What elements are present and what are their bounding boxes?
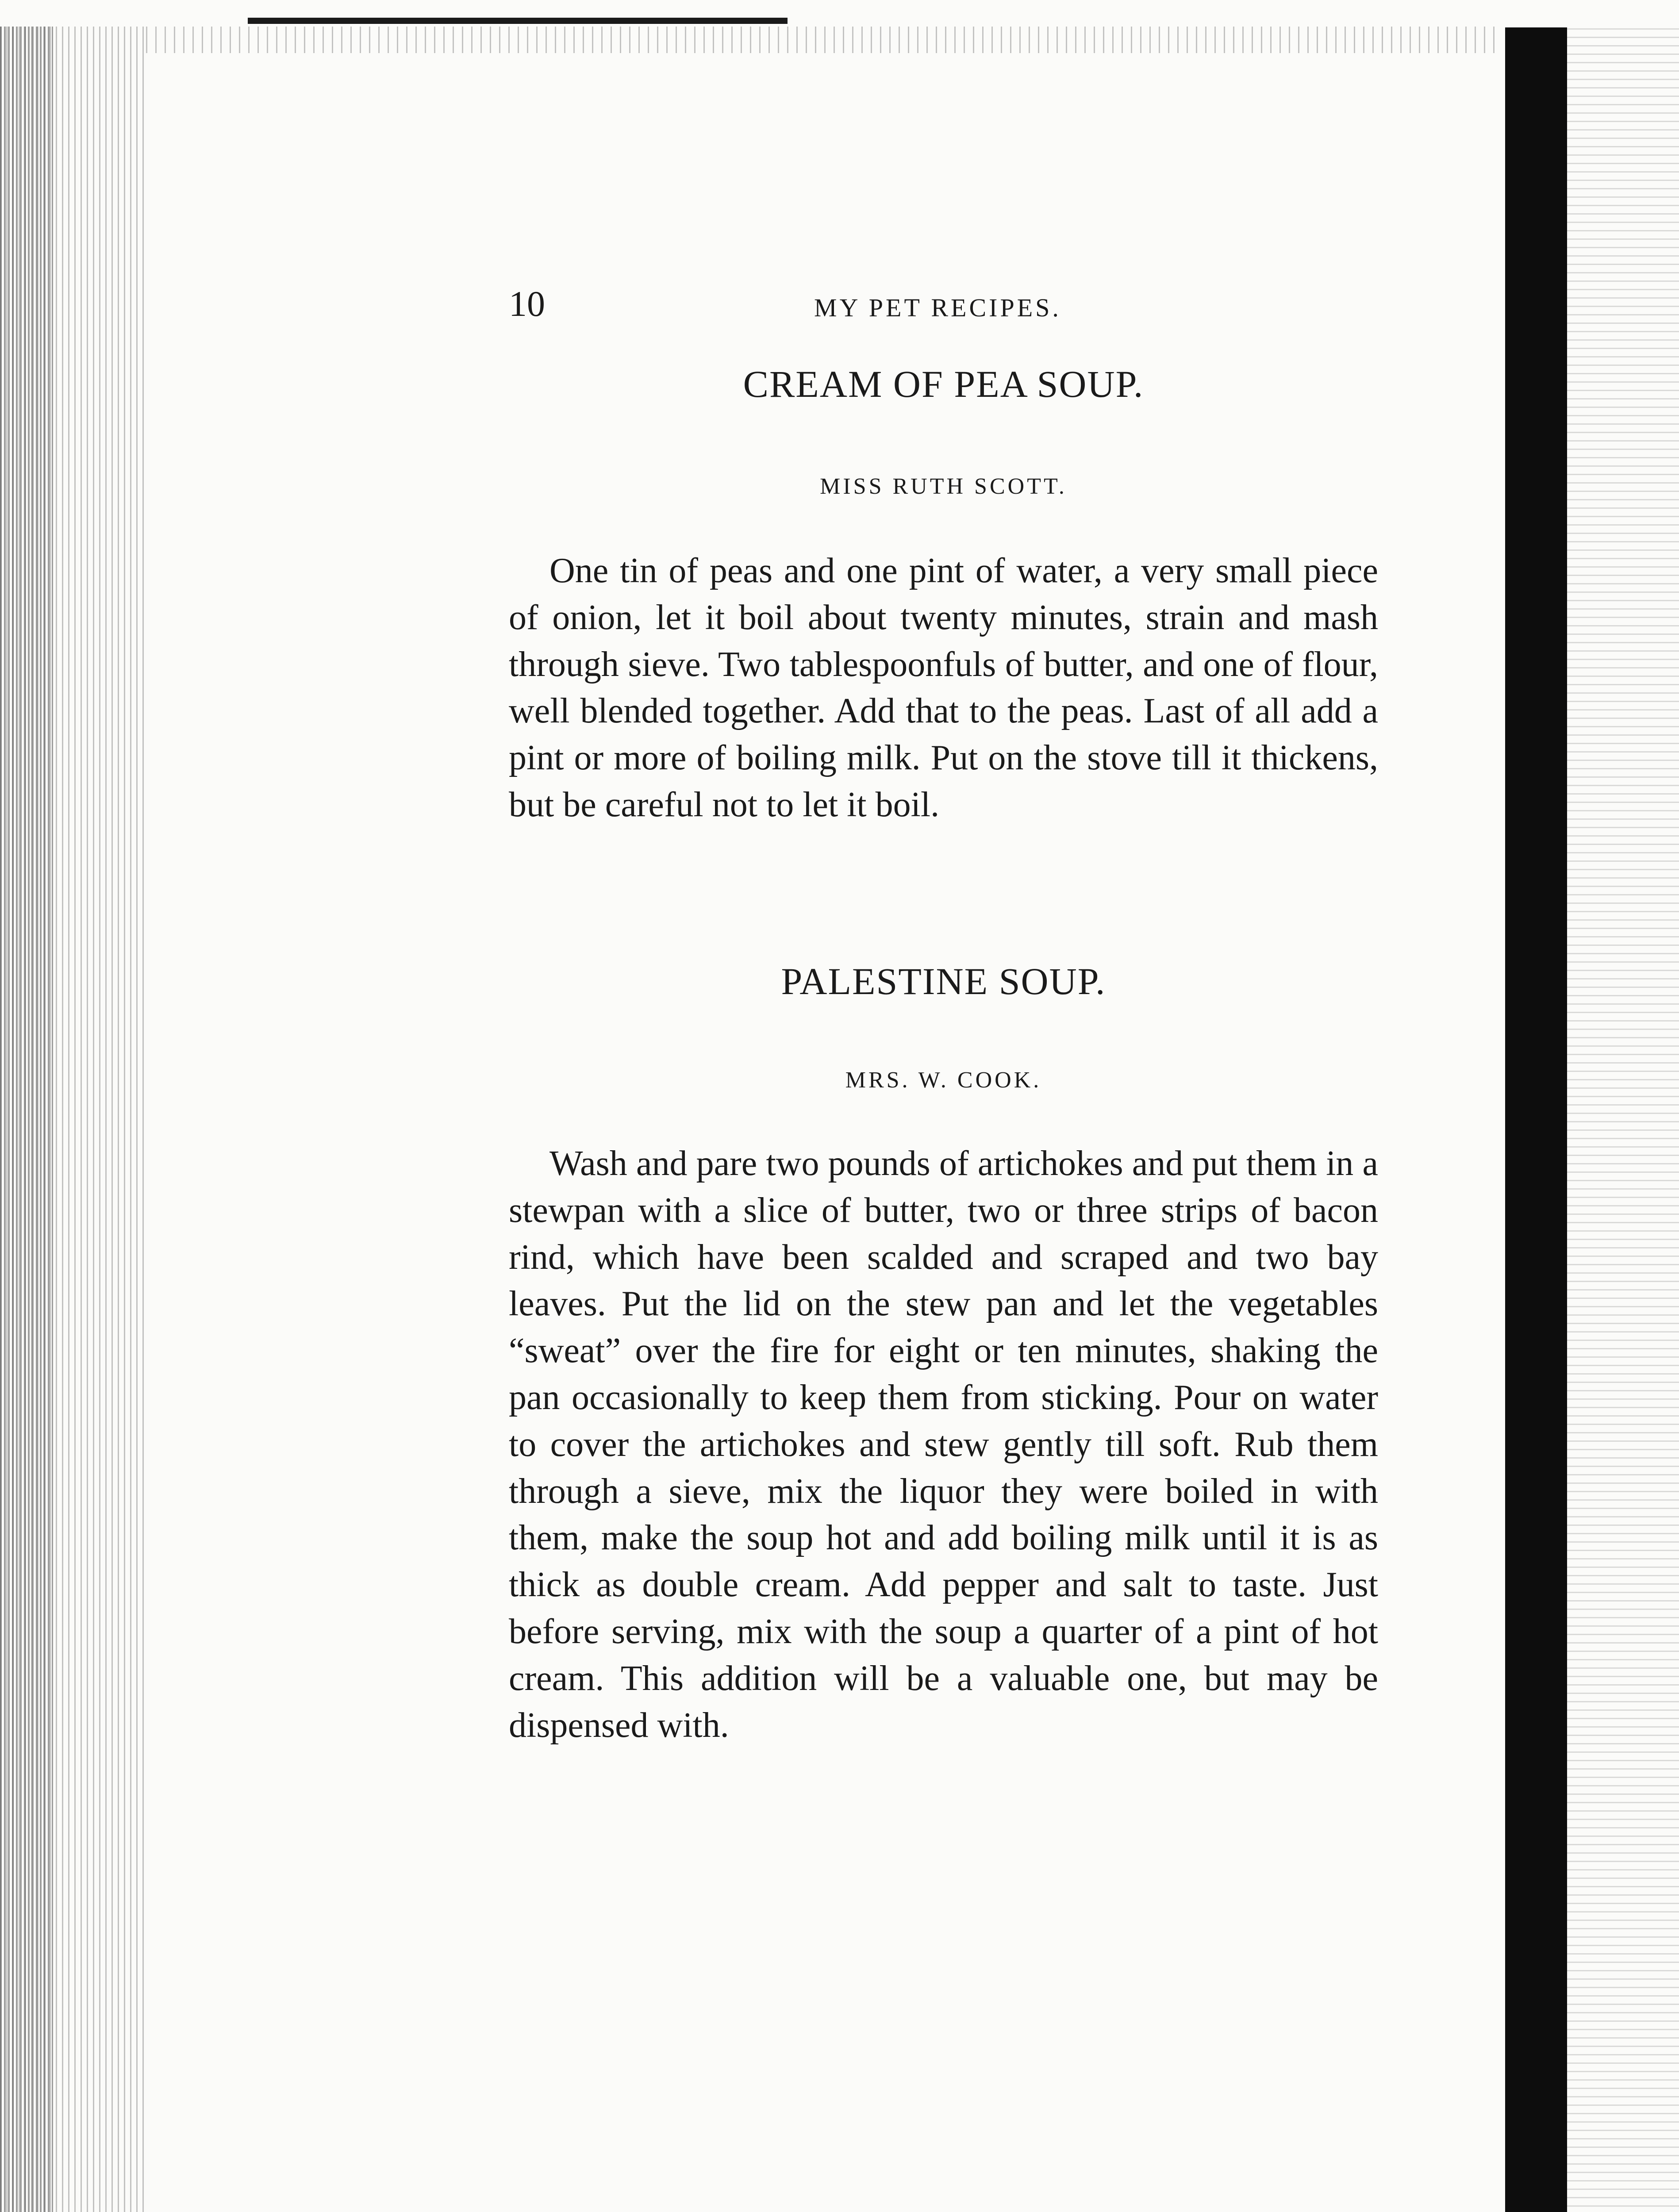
running-head <box>509 283 1378 332</box>
page-number: 10 <box>509 284 545 324</box>
scan-top-noise <box>146 27 1495 53</box>
recipe-title: PALESTINE SOUP. <box>781 960 1106 1002</box>
recipe-title: CREAM OF PEA SOUP. <box>743 363 1144 405</box>
recipe-body: One tin of peas and one pint of water, a very small piece of onion, let it boil about twenty minutes, strain and mash through sieve. Two tablespoonfuls of butter, and one of flour, well blended together. Add that to the peas. Last of all add a pint or more of boiling milk. Put on the stove till it thickens, but be careful not to let it boil. <box>509 551 1378 824</box>
recipe-body: Wash and pare two pounds of artichokes and put them in a stewpan with a slice of butter, two or three strips of bacon rind, which have been scalded and scraped and two bay leaves. Put the lid on the stew pan and let the vegetables “sweat” over the fire for eight or ten minutes, shaking the pan occasionally to keep them from sticking. Pour on water to cover the artichokes and stew gently till soft. Rub them through a sieve, mix the liquor they were boiled in with them, make the soup hot and add boiling milk until it is as thick as double cream. Add pepper and salt to taste. Just before serving, mix with the soup a quarter of a pint of hot cream. This addition will be a valuable one, but may be dispensed with. <box>509 1144 1378 1745</box>
scan-binding-shadow <box>0 27 53 2212</box>
running-title: MY PET RECIPES. <box>814 293 1061 322</box>
recipe-author: MRS. W. COOK. <box>845 1068 1042 1093</box>
scan-right-border <box>1505 27 1567 2212</box>
scan-right-noise <box>1567 27 1679 2212</box>
scan-top-mark <box>248 18 788 24</box>
recipe-author: MISS RUTH SCOTT. <box>820 474 1067 499</box>
